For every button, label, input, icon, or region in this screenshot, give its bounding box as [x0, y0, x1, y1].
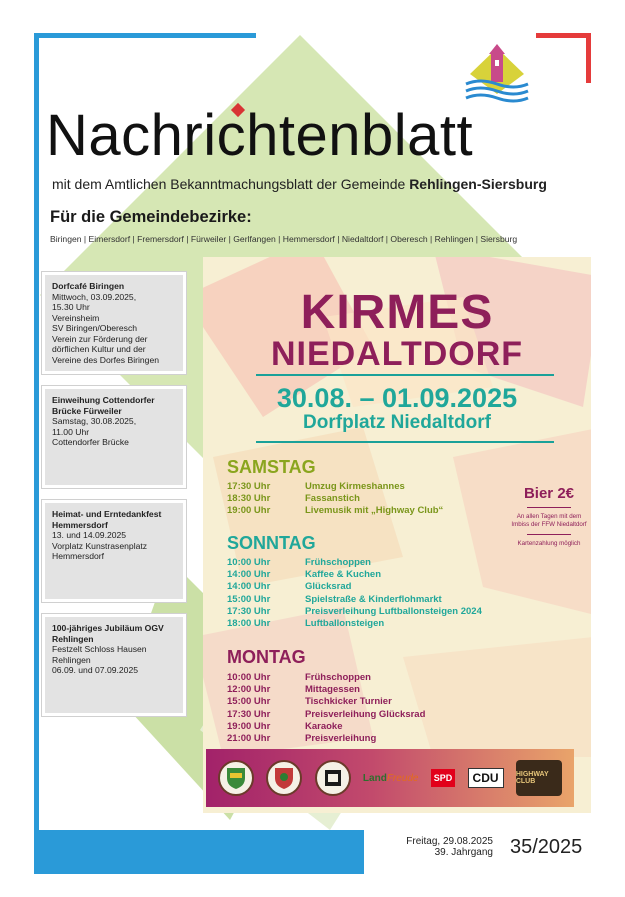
program-time: 14:00 Uhr [227, 569, 271, 581]
event-line: 15.30 Uhr [52, 302, 90, 312]
program-event: Umzug Kirmeshannes [305, 481, 405, 492]
day-heading-samstag: SAMSTAG [227, 457, 316, 477]
program-time: 14:00 Uhr [227, 581, 271, 593]
sponsor-landfreude [363, 773, 419, 784]
program-row [227, 606, 482, 618]
program-samstag [227, 481, 443, 518]
crest-icon [225, 766, 247, 790]
issue-volume: 39. Jahrgang [434, 847, 493, 858]
program-event: Glücksrad [305, 581, 352, 593]
event-line: Cottendorfer Brücke [52, 437, 129, 447]
crest-icon [273, 766, 295, 790]
frame-line-blue-top [34, 33, 256, 38]
beer-divider [527, 534, 571, 535]
frame-line-red-top [536, 33, 591, 38]
issue-number: 35/2025 [510, 836, 583, 858]
program-time: 21:00 Uhr [227, 733, 271, 745]
event-box-cottendorfer-bruecke [42, 386, 186, 488]
program-montag [227, 672, 425, 745]
sponsor-cdu: CDU [468, 768, 504, 788]
sponsor-spd: SPD [431, 769, 456, 787]
program-row [227, 557, 482, 569]
event-line: Samstag, 30.08.2025, [52, 416, 137, 426]
sponsor-highway-club: HIGHWAY CLUB [516, 760, 562, 796]
subtitle-prefix: mit dem Amtlichen Bekanntmachungsblatt der Gemeinde [52, 176, 406, 192]
program-event: Frühschoppen [305, 672, 371, 683]
poster-place: Dorfplatz Niedaltdorf [303, 412, 491, 433]
program-row [227, 493, 443, 505]
program-time: 17:30 Uhr [227, 605, 271, 617]
event-title: Dorfcafé Biringen [52, 281, 125, 291]
day-heading-sonntag: SONNTAG [227, 533, 316, 553]
program-row [227, 481, 443, 493]
event-line: Vereine des Dorfes Biringen [52, 354, 160, 365]
event-box-dorfcafe [42, 272, 186, 374]
event-line: dörflichen Kultur und der [52, 344, 146, 354]
districts-list: Biringen | Eimersdorf | Fremersdorf | Fürweiler | Gerlfangen | Hemmersdorf | Niedaltdorf | Oberesch | Rehlingen | Siersburg [50, 234, 518, 244]
sponsor-crest-1 [218, 760, 254, 796]
program-event: Spielstraße & Kinderflohmarkt [305, 593, 442, 605]
program-event: Tischkicker Turnier [305, 696, 392, 708]
program-event: Luftballonsteigen [305, 618, 385, 630]
subtitle-municipality: Rehlingen-Siersburg [409, 176, 547, 192]
program-event: Mittagessen [305, 684, 360, 696]
program-row [227, 505, 443, 517]
program-event: Preisverleihung [305, 733, 377, 745]
event-box-erntedankfest [42, 500, 186, 602]
sponsor-strip [206, 749, 574, 807]
event-title: Heimat- und Erntedankfest Hemmersdorf [52, 509, 162, 530]
program-event: Fassanstich [305, 493, 360, 505]
program-row [227, 672, 425, 684]
program-time: 10:00 Uhr [227, 672, 271, 683]
event-line: 13. und 14.09.2025 [52, 530, 127, 540]
program-time: 17:30 Uhr [227, 481, 271, 492]
event-line: Verein zur Förderung der [52, 333, 148, 344]
issue-meta [398, 836, 493, 858]
frame-line-blue-left [34, 33, 39, 873]
event-line: 06.09. und 07.09.2025 [52, 665, 139, 675]
program-time: 15:00 Uhr [227, 696, 271, 708]
crest-icon [322, 766, 344, 790]
event-line: Festzelt Schloss Hausen [52, 644, 147, 654]
program-time: 18:00 Uhr [227, 618, 271, 630]
program-event: Preisverleihung Glücksrad [305, 708, 426, 720]
program-event: Preisverleihung Luftballonsteigen 2024 [305, 605, 482, 617]
issue-date: Freitag, 29.08.2025 [406, 836, 493, 847]
program-event: Livemusik mit „Highway Club“ [305, 505, 444, 517]
program-row [227, 696, 425, 708]
event-line: Vereinsheim [52, 312, 100, 323]
program-row [227, 581, 482, 593]
kirmes-poster [203, 257, 591, 813]
newsletter-subtitle [52, 176, 547, 192]
program-row [227, 721, 425, 733]
program-time: 12:00 Uhr [227, 684, 271, 696]
beer-info [509, 485, 589, 548]
program-event: Frühschoppen [305, 557, 371, 568]
program-row [227, 684, 425, 696]
program-time: 18:30 Uhr [227, 493, 271, 505]
districts-heading: Für die Gemeindebezirke: [50, 208, 252, 226]
program-time: 19:00 Uhr [227, 720, 271, 732]
program-row [227, 594, 482, 606]
sponsor-crest-2 [266, 760, 302, 796]
program-sonntag [227, 557, 482, 630]
program-row [227, 569, 482, 581]
program-row [227, 709, 425, 721]
program-time: 10:00 Uhr [227, 557, 271, 568]
poster-headline-kirmes: KIRMES [300, 286, 494, 339]
program-time: 15:00 Uhr [227, 593, 271, 605]
beer-price: Bier 2€ [523, 485, 575, 502]
poster-headline-niedaltdorf: NIEDALTDORF [270, 335, 524, 373]
program-row [227, 618, 482, 630]
program-time: 17:30 Uhr [227, 708, 271, 720]
event-line: Hemmersdorf [52, 551, 105, 561]
event-line: Vorplatz Kunstrasenplatz [52, 540, 148, 551]
day-heading-montag: MONTAG [227, 647, 306, 667]
poster-divider-bottom [256, 441, 554, 443]
poster-divider-top [256, 374, 554, 376]
event-line: 11.00 Uhr [52, 426, 90, 437]
event-title: 100-jähriges Jubiläum OGV Rehlingen [52, 623, 164, 644]
event-line: SV Biringen/Oberesch [52, 323, 138, 333]
program-event: Karaoke [305, 720, 343, 732]
sponsor-land-label: Land [362, 772, 387, 784]
beer-divider [527, 507, 571, 508]
sponsor-freude-label: Freude [386, 772, 419, 784]
municipality-logo [462, 42, 532, 106]
beer-note: An allen Tagen mit dem Imbiss der FFW Niedaltdorf [511, 513, 587, 528]
program-time: 19:00 Uhr [227, 505, 271, 517]
newsletter-title: Nachrichtenblatt [46, 103, 474, 168]
event-box-ogv-jubilaeum [42, 614, 186, 716]
event-line: Rehlingen [52, 654, 91, 665]
program-row [227, 733, 425, 745]
beer-payment: Kartenzahlung möglich [517, 540, 581, 547]
frame-block-blue-bottom [34, 830, 364, 874]
event-title: Einweihung Cottendorfer Brücke Fürweiler [52, 395, 155, 416]
event-line: Mittwoch, 03.09.2025, [52, 291, 137, 302]
program-event: Kaffee & Kuchen [305, 569, 382, 581]
frame-line-red-right [586, 33, 591, 83]
sponsor-crest-3 [315, 760, 351, 796]
poster-dates: 30.08. – 01.09.2025 [276, 383, 518, 413]
